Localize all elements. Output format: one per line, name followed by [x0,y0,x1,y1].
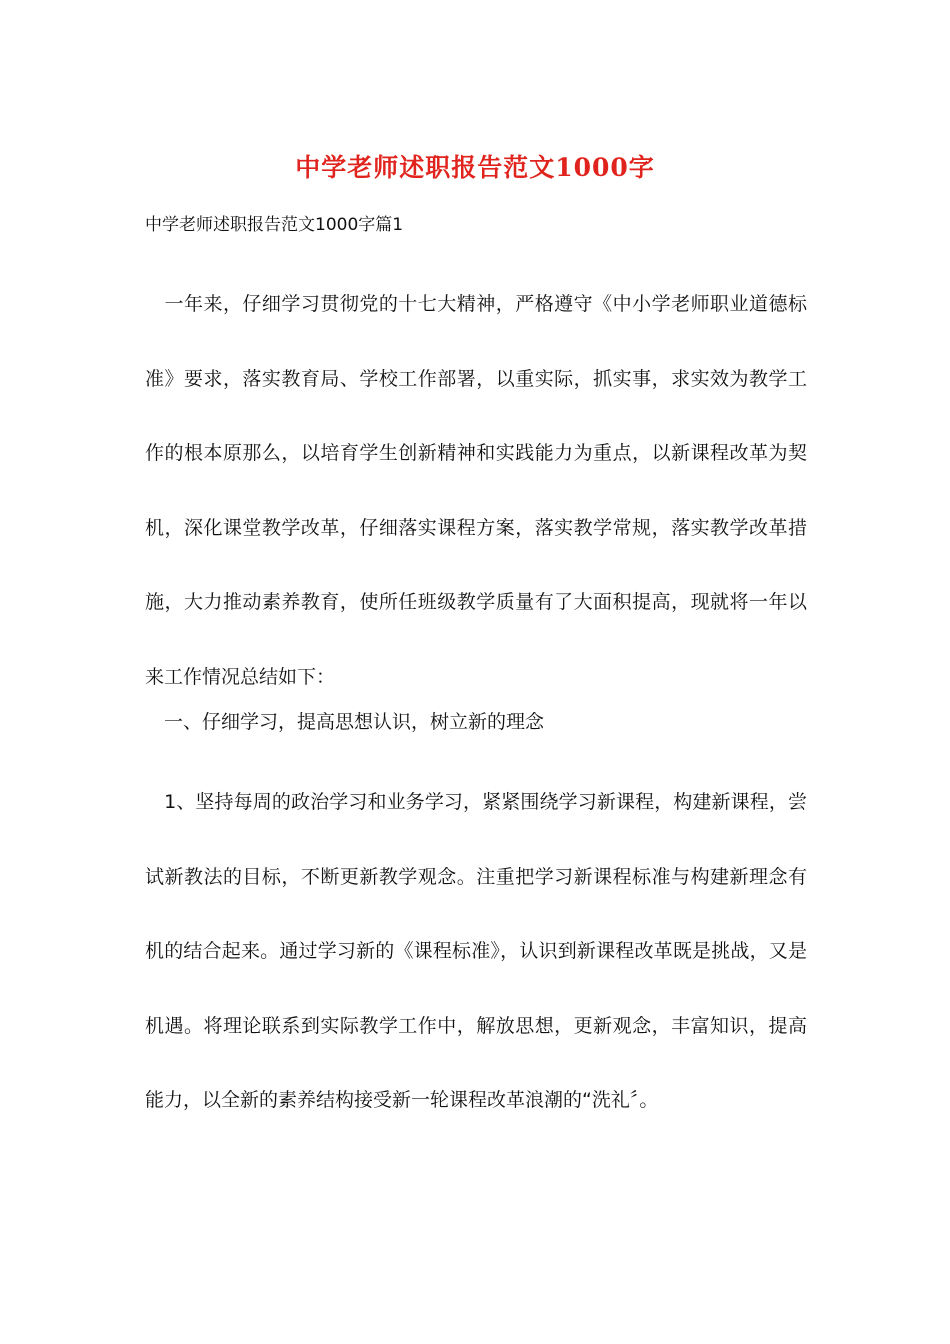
section-heading: 一、仔细学习，提高思想认识，树立新的理念 [145,711,545,733]
document-title: 中学老师述职报告范文1000字 [295,153,655,182]
paragraph-item-1: 1、坚持每周的政治学习和业务学习，紧紧围绕学习新课程，构建新课程，尝试新教法的目标，不断更新教学观念。注重把学习新课程标准与构建新理念有机的结合起来。通过学习新的《课程标准》，认识到新课程改革既是挑战，又是机遇。将理论联系到实际教学工作中，解放思想，更新观念，丰富知识，提高能力，以全新的素养结构接受新一轮课程改革浪潮的“洗礼〞。 [145,791,807,1111]
paragraph-intro: 一年来，仔细学习贯彻党的十七大精神，严格遵守《中小学老师职业道德标准》要求，落实教育局、学校工作部署，以重实际，抓实事，求实效为教学工作的根本原那么，以培育学生创新精神和实践能力为重点，以新课程改革为契机，深化课堂教学改革，仔细落实课程方案，落实教学常规，落实教学改革措施，大力推动素养教育，使所任班级教学质量有了大面积提高，现就将一年以来工作情况总结如下： [145,293,807,688]
document-subtitle: 中学老师述职报告范文1000字篇1 [145,215,404,235]
